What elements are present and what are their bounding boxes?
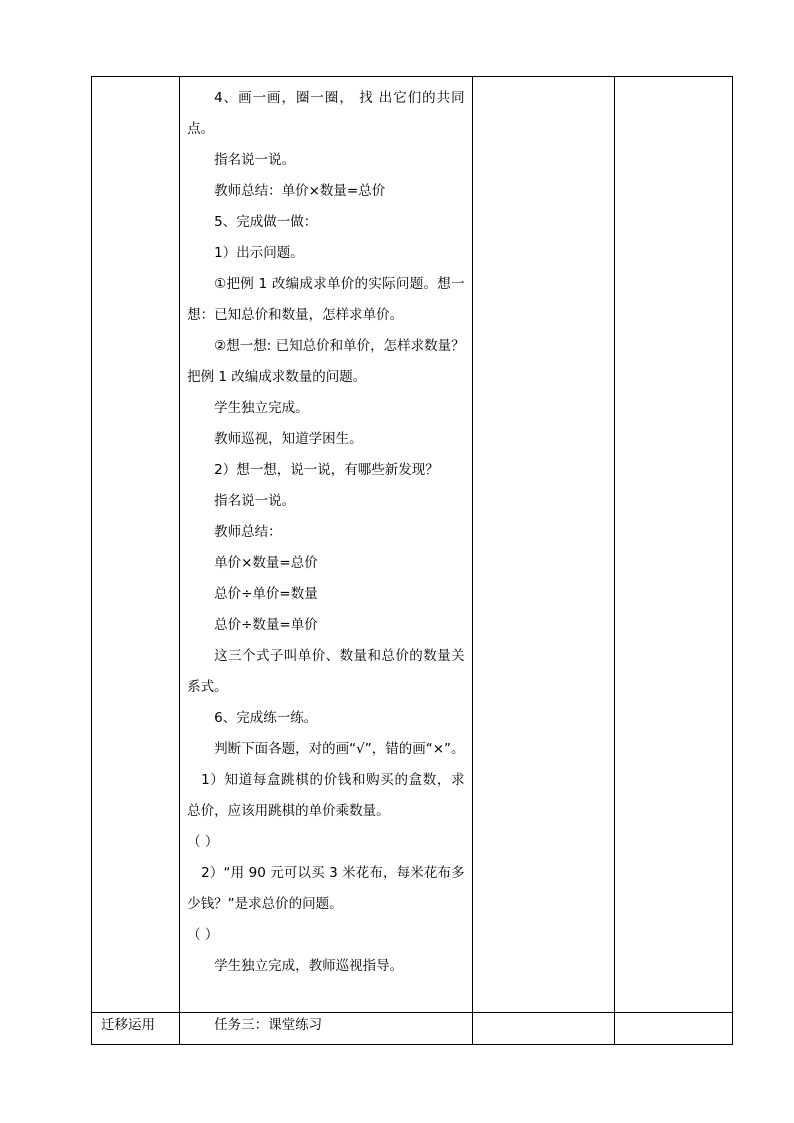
student-activity-cell — [472, 1013, 614, 1045]
paragraph: ①把例 1 改编成求单价的实际问题。想一想：已知总价和数量，怎样求单价。 — [187, 276, 465, 323]
paragraph: 这三个式子叫单价、数量和总价的数量关系式。 — [187, 648, 465, 695]
paragraph: 总价÷数量=单价 — [214, 617, 318, 633]
paragraph: 教师巡视，知道学困生。 — [214, 431, 363, 447]
activity-cell — [180, 1013, 472, 1045]
paragraph: 学生独立完成。 — [214, 400, 309, 416]
paragraph: 教师总结：单价×数量=总价 — [214, 183, 386, 199]
paragraph: 1）知道每盒跳棋的价钱和购买的盒数，求总价，应该用跳棋的单价乘数量。 — [187, 772, 465, 819]
paragraph: 2）想一想，说一说，有哪些新发现？ — [214, 462, 439, 478]
student-activity-cell — [472, 77, 614, 1013]
activity-cell — [180, 77, 472, 1013]
paragraph: ②想一想: 已知总价和单价，怎样求数量？把例 1 改编成求数量的问题。 — [187, 338, 465, 385]
design-intent-cell — [614, 77, 732, 1013]
paragraph: （ ） — [187, 927, 219, 943]
table-row — [92, 77, 733, 1013]
paragraph: 判断下面各题，对的画“√”，错的画“×”。 — [214, 741, 465, 757]
lesson-plan-table — [91, 76, 733, 1045]
paragraph: 指名说一说。 — [214, 152, 296, 168]
paragraph: 指名说一说。 — [214, 493, 296, 509]
activity-content — [180, 77, 471, 982]
stage-cell — [92, 1013, 180, 1045]
paragraph: 总价÷单价=数量 — [214, 586, 318, 602]
paragraph: 单价×数量=总价 — [214, 555, 318, 571]
paragraph: 6、完成练一练。 — [214, 710, 318, 726]
stage-label: 迁移运用 — [101, 1017, 155, 1033]
paragraph: 教师总结： — [214, 524, 282, 540]
paragraph: 5、完成做一做： — [214, 214, 318, 230]
paragraph: 学生独立完成，教师巡视指导。 — [214, 958, 404, 974]
paragraph: 1）出示问题。 — [214, 245, 304, 261]
paragraph: （ ） — [187, 834, 219, 850]
lesson-plan-page — [91, 76, 733, 1043]
stage-cell — [92, 77, 180, 1013]
table-row — [92, 1013, 733, 1045]
paragraph: 4、画一画，圈一圈， 找 出它们的共同点。 — [187, 90, 465, 137]
design-intent-cell — [614, 1013, 732, 1045]
paragraph: 2）“用 90 元可以买 3 米花布，每米花布多少钱？”是求总价的问题。 — [187, 865, 465, 912]
task-label: 任务三：课堂练习 — [214, 1017, 323, 1033]
